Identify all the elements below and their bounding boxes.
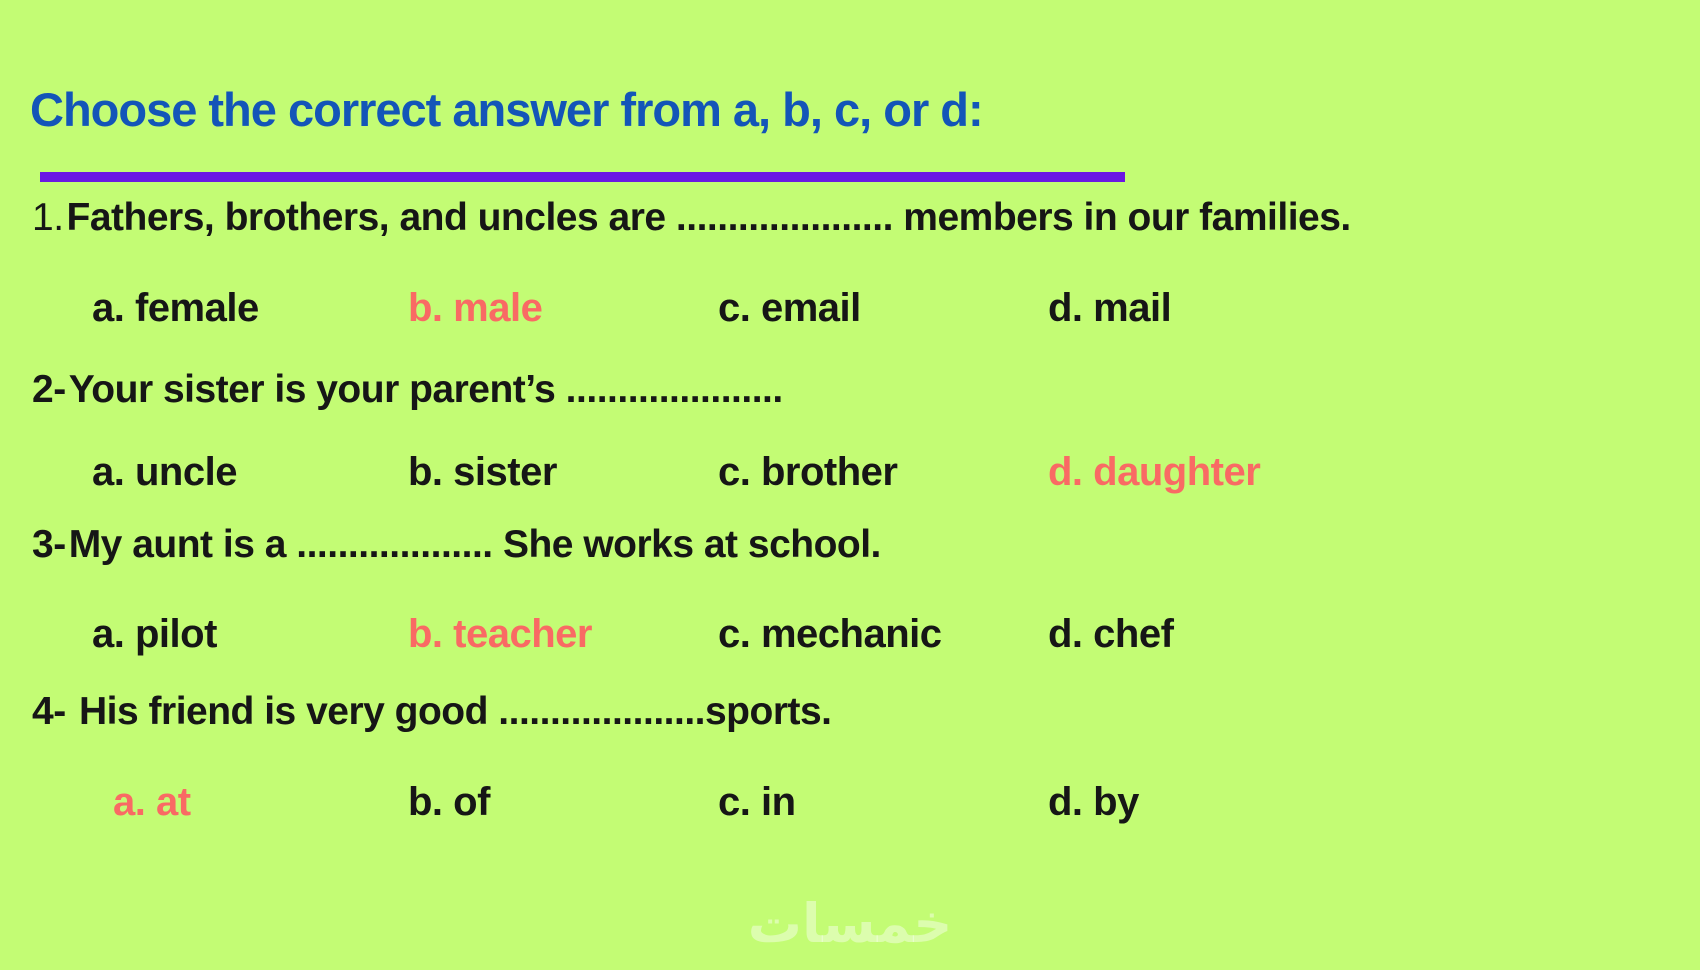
question-1-option-b[interactable]: b. male — [408, 286, 543, 330]
question-4-text: His friend is very good ....................sports. — [79, 690, 832, 733]
question-2-text: Your sister is your parent’s ..................... — [68, 368, 783, 411]
question-3-option-a[interactable]: a. pilot — [92, 612, 217, 656]
question-3-text: My aunt is a ................... She works at school. — [68, 523, 881, 566]
question-4-option-a[interactable]: a. at — [113, 780, 191, 824]
question-4-option-c[interactable]: c. in — [718, 780, 796, 824]
question-3-number: 3- — [32, 523, 66, 566]
question-3-option-c[interactable]: c. mechanic — [718, 612, 942, 656]
title-underline — [40, 172, 1125, 182]
question-4-option-d[interactable]: d. by — [1048, 780, 1139, 824]
page-title: Choose the correct answer from a, b, c, or d: — [30, 83, 983, 136]
question-3-option-d[interactable]: d. chef — [1048, 612, 1174, 656]
question-2-number: 2- — [32, 368, 66, 411]
question-2 — [32, 368, 1672, 412]
question-4-number: 4- — [32, 690, 77, 733]
question-1-text: Fathers, brothers, and uncles are ..................... members in our families. — [66, 196, 1351, 239]
question-2-options — [0, 450, 1700, 498]
question-2-option-c[interactable]: c. brother — [718, 450, 898, 494]
question-3 — [32, 523, 1672, 567]
question-1-number: 1. — [32, 196, 64, 239]
question-1-option-a[interactable]: a. female — [92, 286, 259, 330]
question-1-option-c[interactable]: c. email — [718, 286, 861, 330]
question-2-option-a[interactable]: a. uncle — [92, 450, 237, 494]
question-2-option-b[interactable]: b. sister — [408, 450, 557, 494]
question-3-option-b[interactable]: b. teacher — [408, 612, 592, 656]
question-3-options — [0, 612, 1700, 660]
question-4 — [32, 690, 1672, 734]
question-2-option-d[interactable]: d. daughter — [1048, 450, 1261, 494]
question-1-options — [0, 286, 1700, 334]
question-1-option-d[interactable]: d. mail — [1048, 286, 1172, 330]
question-4-option-b[interactable]: b. of — [408, 780, 490, 824]
question-4-options — [0, 780, 1700, 828]
khamsat-watermark: خمسات — [747, 892, 953, 955]
question-1 — [32, 196, 1672, 240]
